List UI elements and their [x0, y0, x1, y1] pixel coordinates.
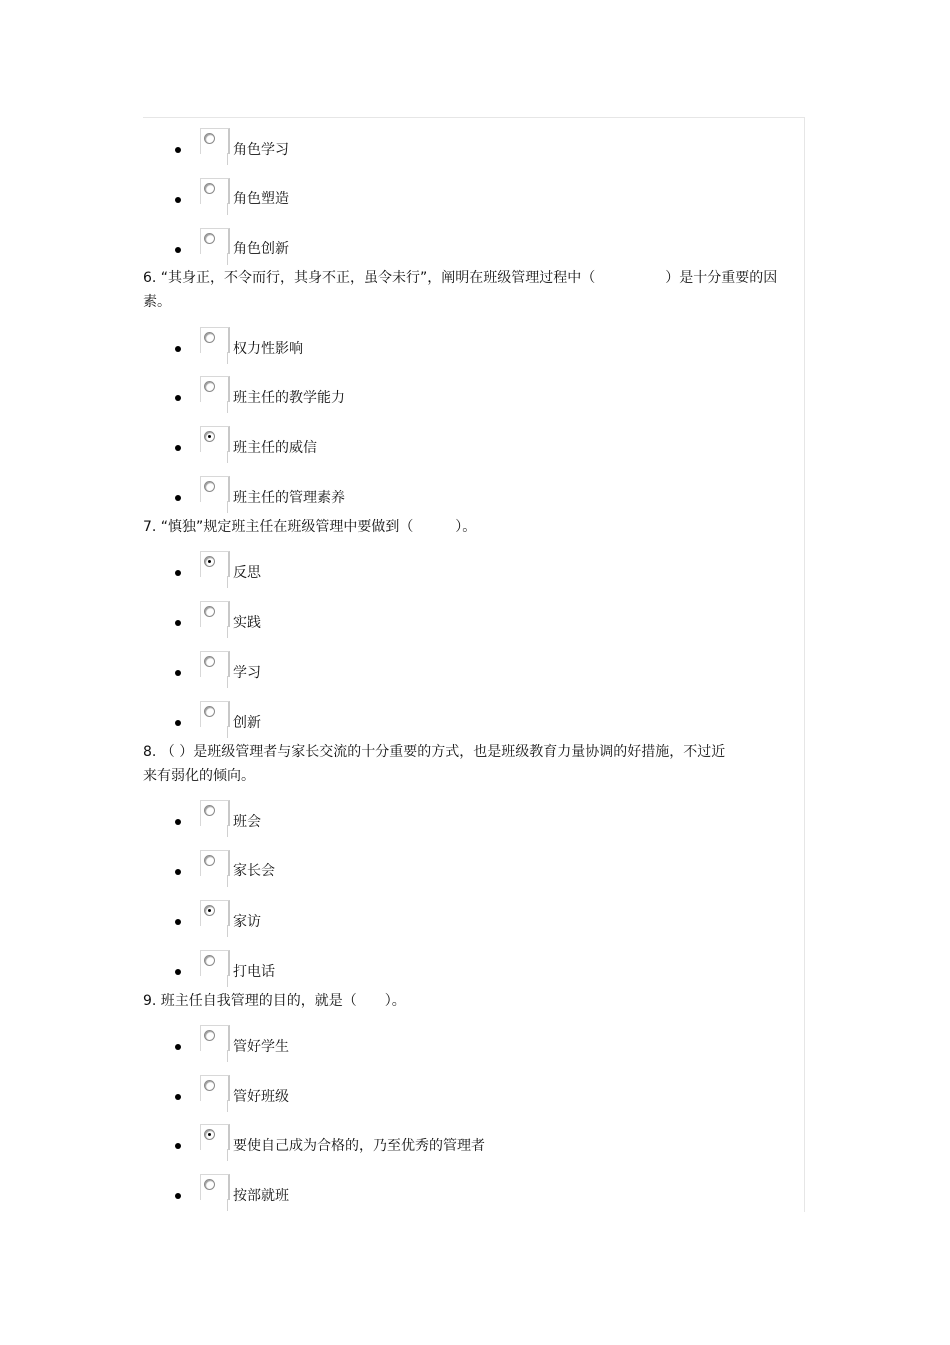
option-label: 打电话 [233, 964, 275, 980]
radio-selected-dot [208, 909, 211, 912]
option-label: 管好学生 [233, 1039, 289, 1055]
option-label: 班会 [233, 814, 261, 830]
list-bullet [175, 147, 181, 153]
question-7-text [143, 515, 476, 539]
radio-selected-dot [208, 560, 211, 563]
option-label: 学习 [233, 665, 261, 681]
radio-button[interactable] [200, 376, 230, 402]
radio-button[interactable] [200, 551, 230, 577]
question-line: 6. “其身正，不令而行，其身不正，虽令未行”，阐明在班级管理过程中（ ）是十分重要的因 [143, 270, 778, 286]
option-label: 实践 [233, 615, 261, 631]
radio-circle-icon [204, 1179, 215, 1190]
option-label: 家长会 [233, 863, 275, 879]
question-9-text [143, 989, 406, 1013]
question-line: 9. 班主任自我管理的目的，就是（ ）。 [143, 993, 406, 1009]
list-bullet [175, 1044, 181, 1050]
radio-circle-icon [204, 332, 215, 343]
list-bullet [175, 819, 181, 825]
question-6-text [143, 266, 777, 314]
radio-circle-icon [204, 706, 215, 717]
radio-button[interactable] [200, 651, 230, 677]
radio-button[interactable] [200, 228, 230, 254]
option-label: 角色塑造 [233, 191, 289, 207]
radio-circle-icon [204, 905, 215, 916]
option-label: 反思 [233, 565, 261, 581]
list-bullet [175, 969, 181, 975]
radio-button[interactable] [200, 800, 230, 826]
radio-button[interactable] [200, 900, 230, 926]
question-line: 来有弱化的倾向。 [143, 768, 255, 784]
radio-button[interactable] [200, 601, 230, 627]
option-label: 角色学习 [233, 142, 289, 158]
list-bullet [175, 197, 181, 203]
list-bullet [175, 495, 181, 501]
radio-button[interactable] [200, 950, 230, 976]
radio-button[interactable] [200, 701, 230, 727]
list-bullet [175, 1193, 181, 1199]
radio-button[interactable] [200, 1124, 230, 1150]
radio-circle-icon [204, 855, 215, 866]
radio-circle-icon [204, 431, 215, 442]
list-bullet [175, 720, 181, 726]
option-label: 家访 [233, 914, 261, 930]
radio-circle-icon [204, 606, 215, 617]
radio-circle-icon [204, 233, 215, 244]
option-label: 角色创新 [233, 241, 289, 257]
question-line: 素。 [143, 294, 171, 310]
list-bullet [175, 869, 181, 875]
option-label: 管好班级 [233, 1089, 289, 1105]
radio-button[interactable] [200, 128, 230, 154]
list-bullet [175, 247, 181, 253]
radio-button[interactable] [200, 476, 230, 502]
list-bullet [175, 1143, 181, 1149]
radio-circle-icon [204, 183, 215, 194]
radio-circle-icon [204, 1030, 215, 1041]
radio-circle-icon [204, 1129, 215, 1140]
radio-selected-dot [208, 435, 211, 438]
option-label: 权力性影响 [233, 341, 303, 357]
radio-circle-icon [204, 656, 215, 667]
radio-button[interactable] [200, 178, 230, 204]
option-label: 要使自己成为合格的，乃至优秀的管理者 [233, 1138, 485, 1154]
radio-circle-icon [204, 1080, 215, 1091]
radio-button[interactable] [200, 850, 230, 876]
option-label: 班主任的威信 [233, 440, 317, 456]
radio-circle-icon [204, 955, 215, 966]
list-bullet [175, 919, 181, 925]
list-bullet [175, 346, 181, 352]
radio-button[interactable] [200, 1025, 230, 1051]
option-label: 班主任的教学能力 [233, 390, 345, 406]
radio-circle-icon [204, 805, 215, 816]
radio-button[interactable] [200, 1174, 230, 1200]
radio-circle-icon [204, 556, 215, 567]
list-bullet [175, 670, 181, 676]
radio-circle-icon [204, 381, 215, 392]
list-bullet [175, 445, 181, 451]
question-8-text [143, 740, 725, 788]
radio-circle-icon [204, 481, 215, 492]
radio-button[interactable] [200, 1075, 230, 1101]
option-label: 创新 [233, 715, 261, 731]
question-line: 7. “慎独”规定班主任在班级管理中要做到（ ）。 [143, 519, 477, 535]
list-bullet [175, 620, 181, 626]
content-frame-top-border [143, 117, 804, 118]
radio-selected-dot [208, 1133, 211, 1136]
content-frame-right-border [804, 117, 805, 1212]
radio-button[interactable] [200, 327, 230, 353]
list-bullet [175, 395, 181, 401]
radio-button[interactable] [200, 426, 230, 452]
option-label: 班主任的管理素养 [233, 490, 345, 506]
question-line: 8. （ ）是班级管理者与家长交流的十分重要的方式，也是班级教育力量协调的好措施，不过近 [143, 744, 726, 760]
list-bullet [175, 570, 181, 576]
list-bullet [175, 1094, 181, 1100]
radio-circle-icon [204, 133, 215, 144]
option-label: 按部就班 [233, 1188, 289, 1204]
